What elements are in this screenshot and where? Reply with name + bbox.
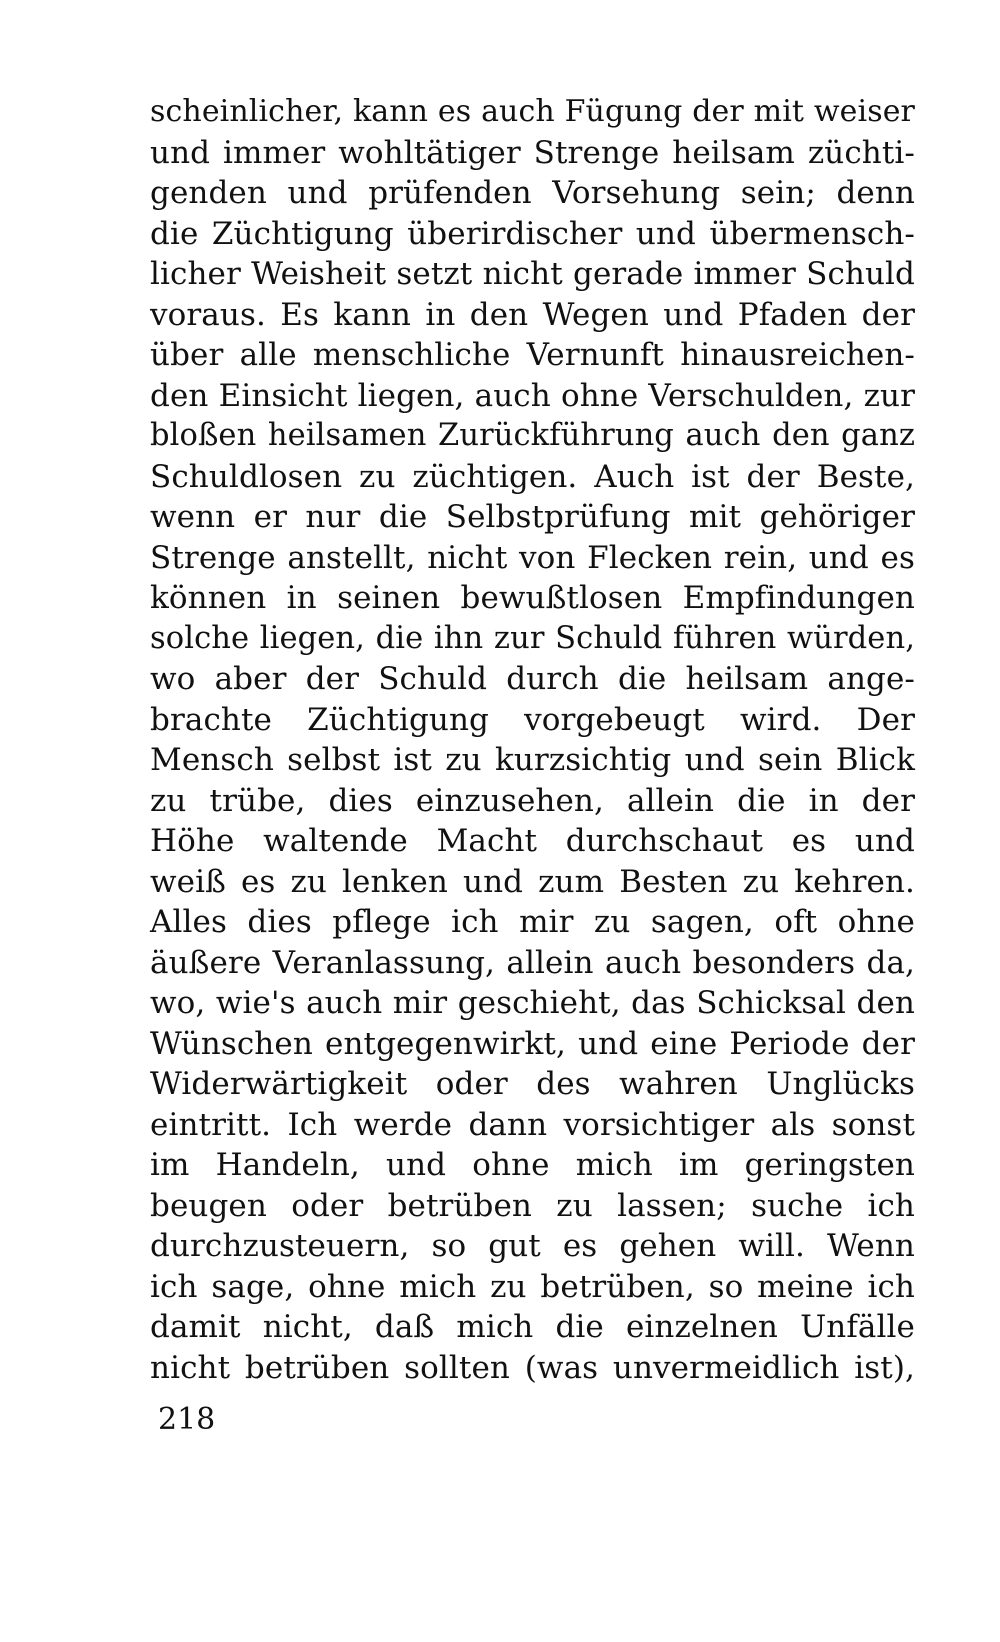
text-line: Wünschen entgegenwirkt, und eine Periode der	[150, 1025, 915, 1062]
text-line: im Handeln, und ohne mich im geringsten	[150, 1147, 915, 1183]
text-line: licher Weisheit setzt nicht gerade immer Schuld	[150, 256, 915, 292]
text-line: Mensch selbst ist zu kurzsichtig und sein Blick	[150, 742, 915, 778]
page-number: 218	[158, 1402, 216, 1437]
text-line: ich sage, ohne mich zu betrüben, so meine ich	[150, 1268, 915, 1305]
text-line: die Züchtigung überirdischer und übermensch-	[150, 215, 915, 252]
text-line: durchzusteuern, so gut es gehen will. Wenn	[150, 1228, 915, 1264]
text-line: Widerwärtigkeit oder des wahren Unglücks	[150, 1066, 915, 1102]
text-line: eintritt. Ich werde dann vorsichtiger als sonst	[150, 1106, 915, 1143]
text-line: Schuldlosen zu züchtigen. Auch ist der Beste,	[150, 458, 915, 495]
text-line: damit nicht, daß mich die einzelnen Unfälle	[150, 1309, 915, 1345]
text-line: Alles dies pflege ich mir zu sagen, oft ohne	[150, 904, 915, 940]
text-line: weiß es zu lenken und zum Besten zu kehren.	[150, 863, 915, 900]
text-line: scheinlicher, kann es auch Fügung der mit weiser	[150, 94, 915, 129]
text-line: wenn er nur die Selbstprüfung mit gehöriger	[150, 499, 915, 535]
text-line: den Einsicht liegen, auch ohne Verschulden, zur	[150, 377, 915, 414]
text-line: brachte Züchtigung vorgebeugt wird. Der	[150, 701, 915, 738]
text-line: genden und prüfenden Vorsehung sein; denn	[150, 175, 915, 211]
text-line: voraus. Es kann in den Wegen und Pfaden der	[150, 296, 915, 333]
text-line: können in seinen bewußtlosen Empfindungen	[150, 580, 915, 616]
text-line: nicht betrüben sollten (was unvermeidlich ist),	[150, 1349, 915, 1386]
text-line: wo, wie's auch mir geschieht, das Schicksal den	[150, 985, 915, 1021]
text-line: Strenge anstellt, nicht von Flecken rein, und es	[150, 539, 915, 576]
text-line: über alle menschliche Vernunft hinausreichen-	[150, 337, 915, 373]
text-line: Höhe waltende Macht durchschaut es und	[150, 823, 915, 859]
text-line: bloßen heilsamen Zurückführung auch den ganz	[150, 418, 915, 453]
text-line: beugen oder betrüben zu lassen; suche ich	[150, 1187, 915, 1224]
text-line: äußere Veranlassung, allein auch besonders da,	[150, 944, 915, 981]
text-line: zu trübe, dies einzusehen, allein die in der	[150, 782, 915, 819]
text-line: solche liegen, die ihn zur Schuld führen würden,	[150, 620, 915, 656]
text-line: wo aber der Schuld durch die heilsam ange-	[150, 661, 915, 697]
body-text	[150, 92, 915, 1388]
text-line: und immer wohltätiger Strenge heilsam züchti-	[150, 134, 915, 171]
